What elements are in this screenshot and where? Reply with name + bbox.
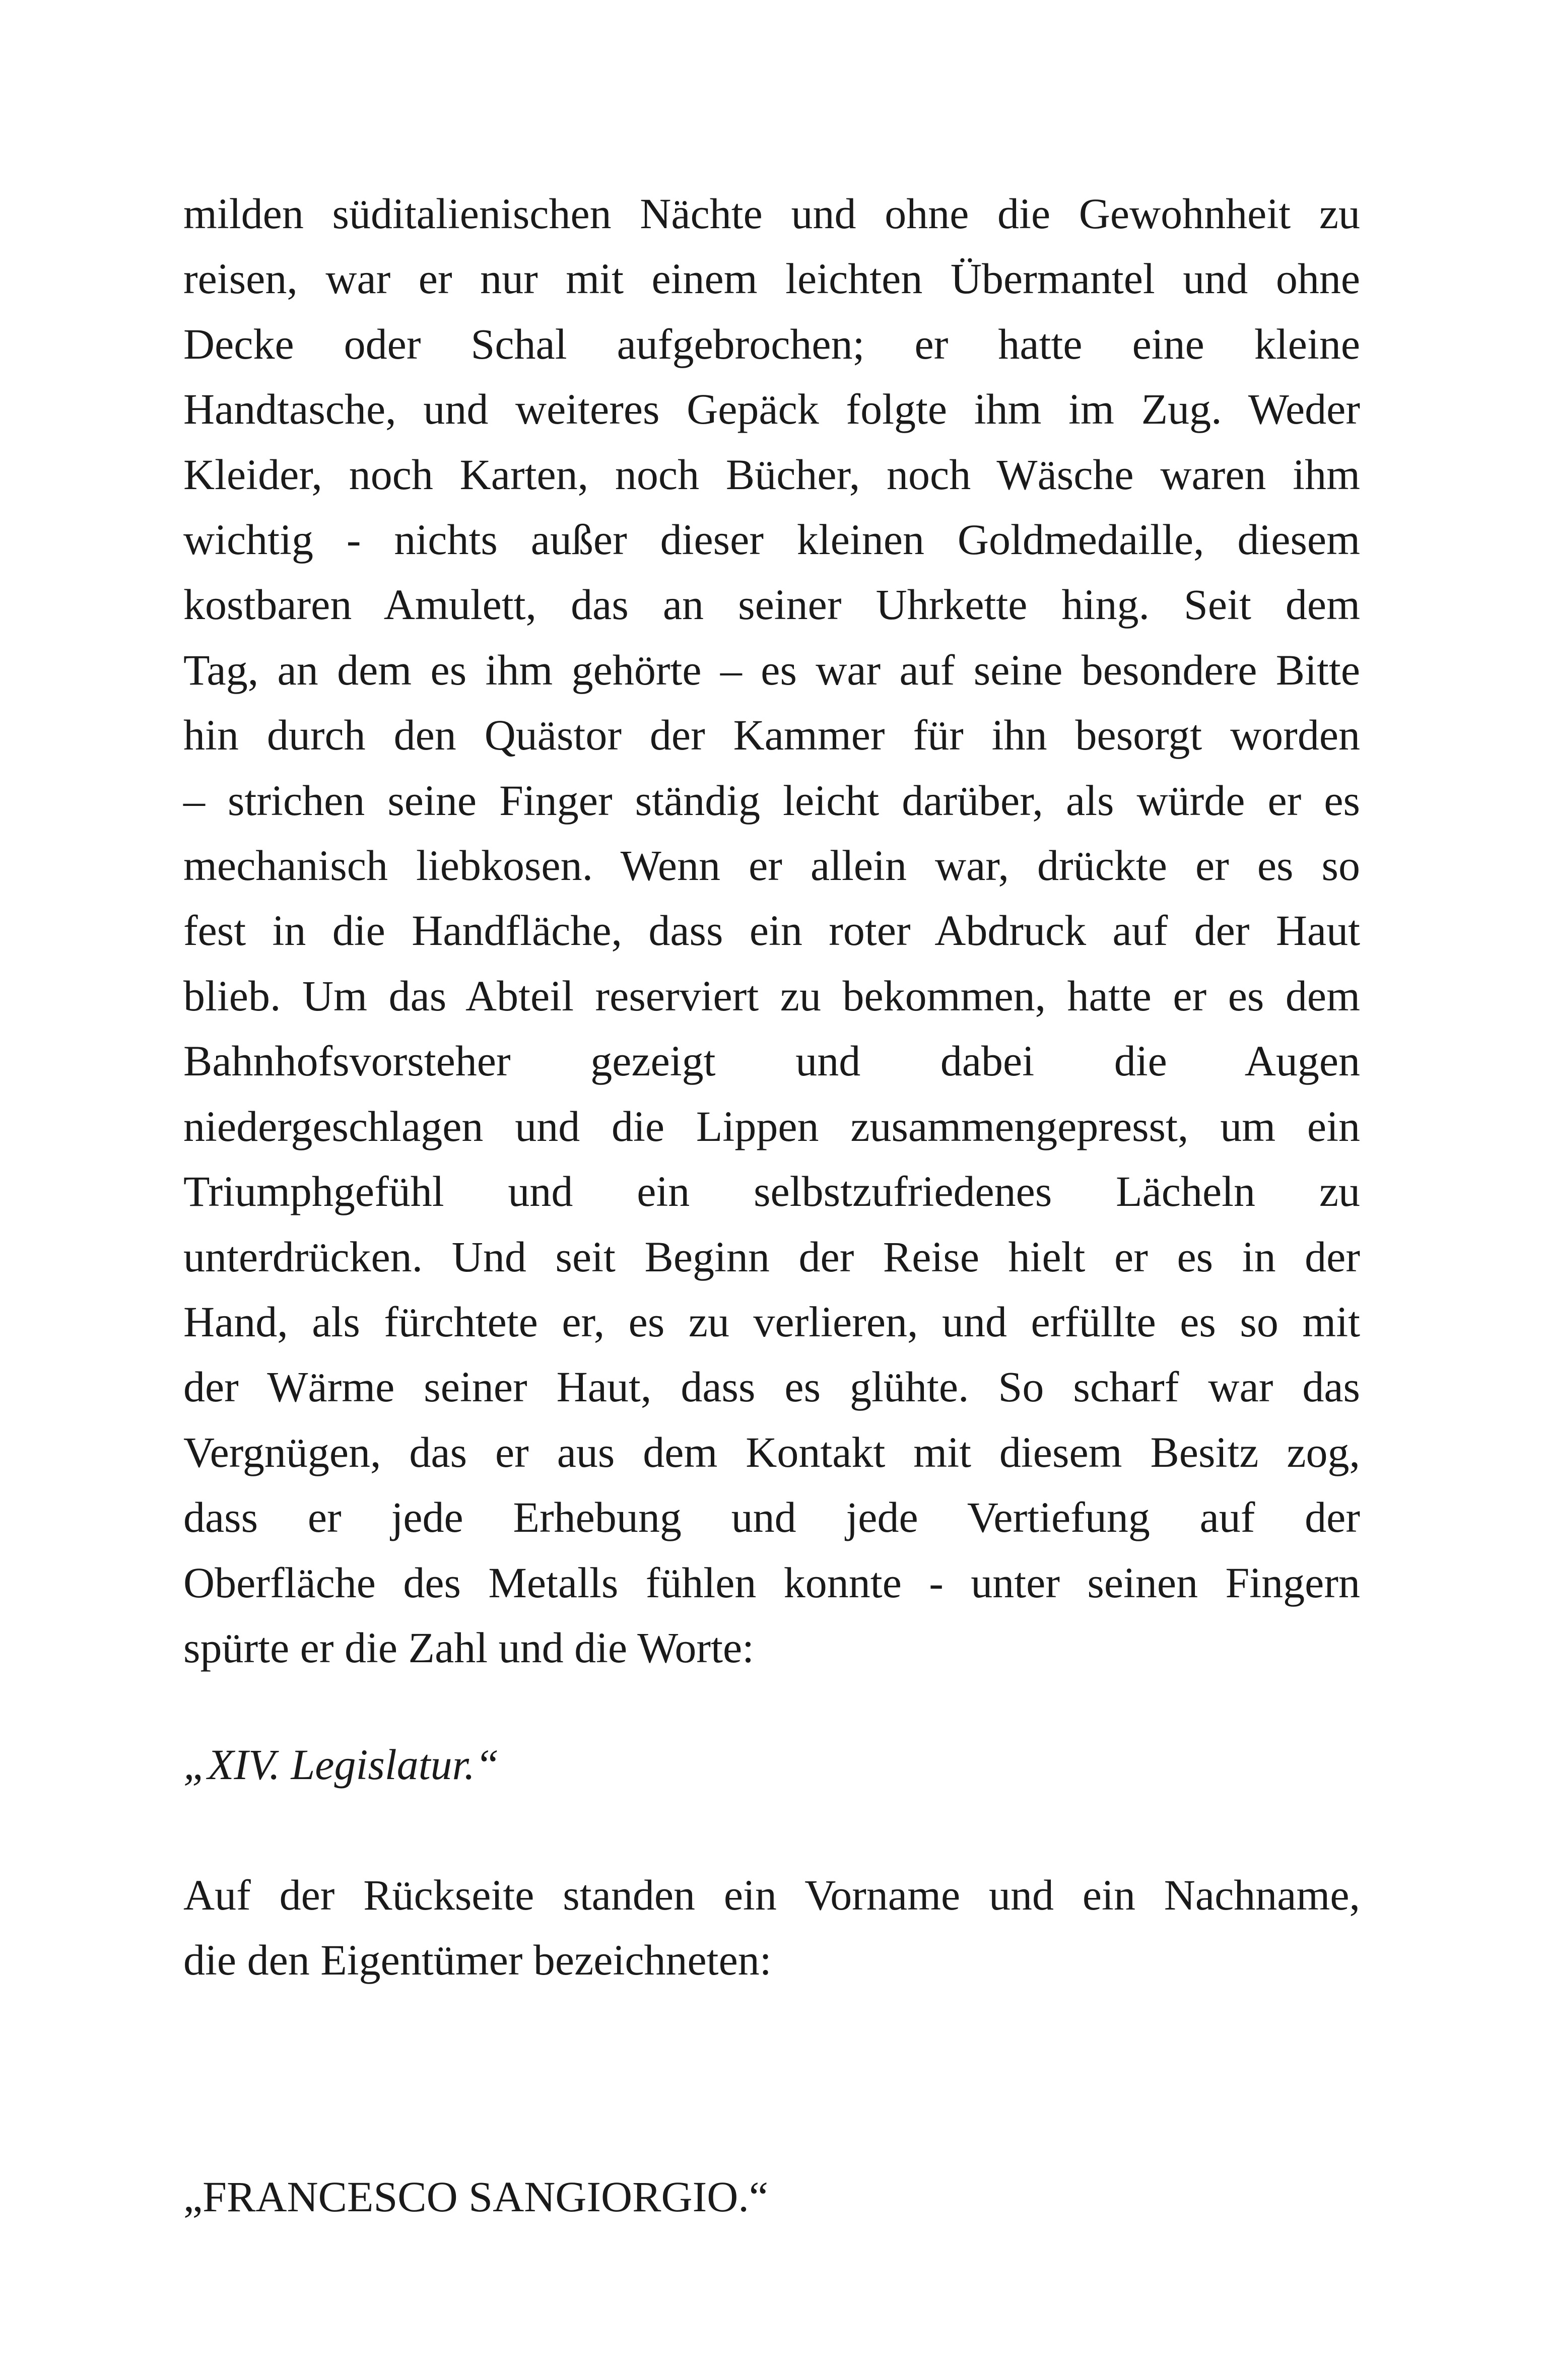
text-line: der Wärme seiner Haut, dass es glühte. So scharf war das (183, 1363, 1360, 1411)
text-line: Hand, als fürchtete er, es zu verlieren, und erfüllte es so mit (183, 1297, 1360, 1346)
text-line: wichtig - nichts außer dieser kleinen Goldmedaille, diesem (183, 515, 1360, 564)
text-line: Triumphgefühl und ein selbstzufriedenes Lächeln zu (183, 1167, 1360, 1216)
text-line: kostbaren Amulett, das an seiner Uhrkette hing. Seit dem (183, 580, 1360, 629)
body-paragraph (183, 181, 1360, 1680)
owner-name-quote: „FRANCESCO SANGIORGIO.“ (183, 2172, 769, 2221)
text-line: fest in die Handfläche, dass ein roter Abdruck auf der Haut (183, 906, 1360, 955)
text-line: Handtasche, und weiteres Gepäck folgte ihm im Zug. Weder (183, 385, 1360, 434)
text-line: Tag, an dem es ihm gehörte – es war auf seine besondere Bitte (183, 645, 1360, 694)
text-line: spürte er die Zahl und die Worte: (183, 1623, 755, 1672)
text-line: blieb. Um das Abteil reserviert zu bekommen, hatte er es dem (183, 971, 1360, 1020)
text-line: Kleider, noch Karten, noch Bücher, noch Wäsche waren ihm (183, 450, 1360, 499)
text-line: mechanisch liebkosen. Wenn er allein war, drückte er es so (183, 841, 1360, 890)
text-line: Bahnhofsvorsteher gezeigt und dabei die Augen (183, 1037, 1360, 1085)
book-page (183, 181, 1360, 2221)
text-line: Oberfläche des Metalls fühlen konnte - unter seinen Fingern (183, 1558, 1360, 1607)
legislature-quote: „XIV. Legislatur.“ (183, 1740, 499, 1789)
text-line: die den Eigentümer bezeichneten: (183, 1936, 772, 1985)
text-line: niedergeschlagen und die Lippen zusammengepresst, um ein (183, 1102, 1360, 1150)
text-line: milden süditalienischen Nächte und ohne die Gewohnheit zu (183, 189, 1360, 238)
text-line: Vergnügen, das er aus dem Kontakt mit diesem Besitz zog, (183, 1427, 1360, 1476)
body-paragraph-reverse-side (183, 1863, 1360, 1993)
text-line: reisen, war er nur mit einem leichten Übermantel und ohne (183, 254, 1360, 303)
text-line: Auf der Rückseite standen ein Vorname und ein Nachname, (183, 1871, 1360, 1919)
text-line: – strichen seine Finger ständig leicht darüber, als würde er es (183, 776, 1360, 825)
text-line: dass er jede Erhebung und jede Vertiefung auf der (183, 1493, 1360, 1542)
text-line: Decke oder Schal aufgebrochen; er hatte eine kleine (183, 319, 1360, 368)
text-line: unterdrücken. Und seit Beginn der Reise hielt er es in der (183, 1232, 1360, 1281)
text-line: hin durch den Quästor der Kammer für ihn besorgt worden (183, 711, 1360, 760)
